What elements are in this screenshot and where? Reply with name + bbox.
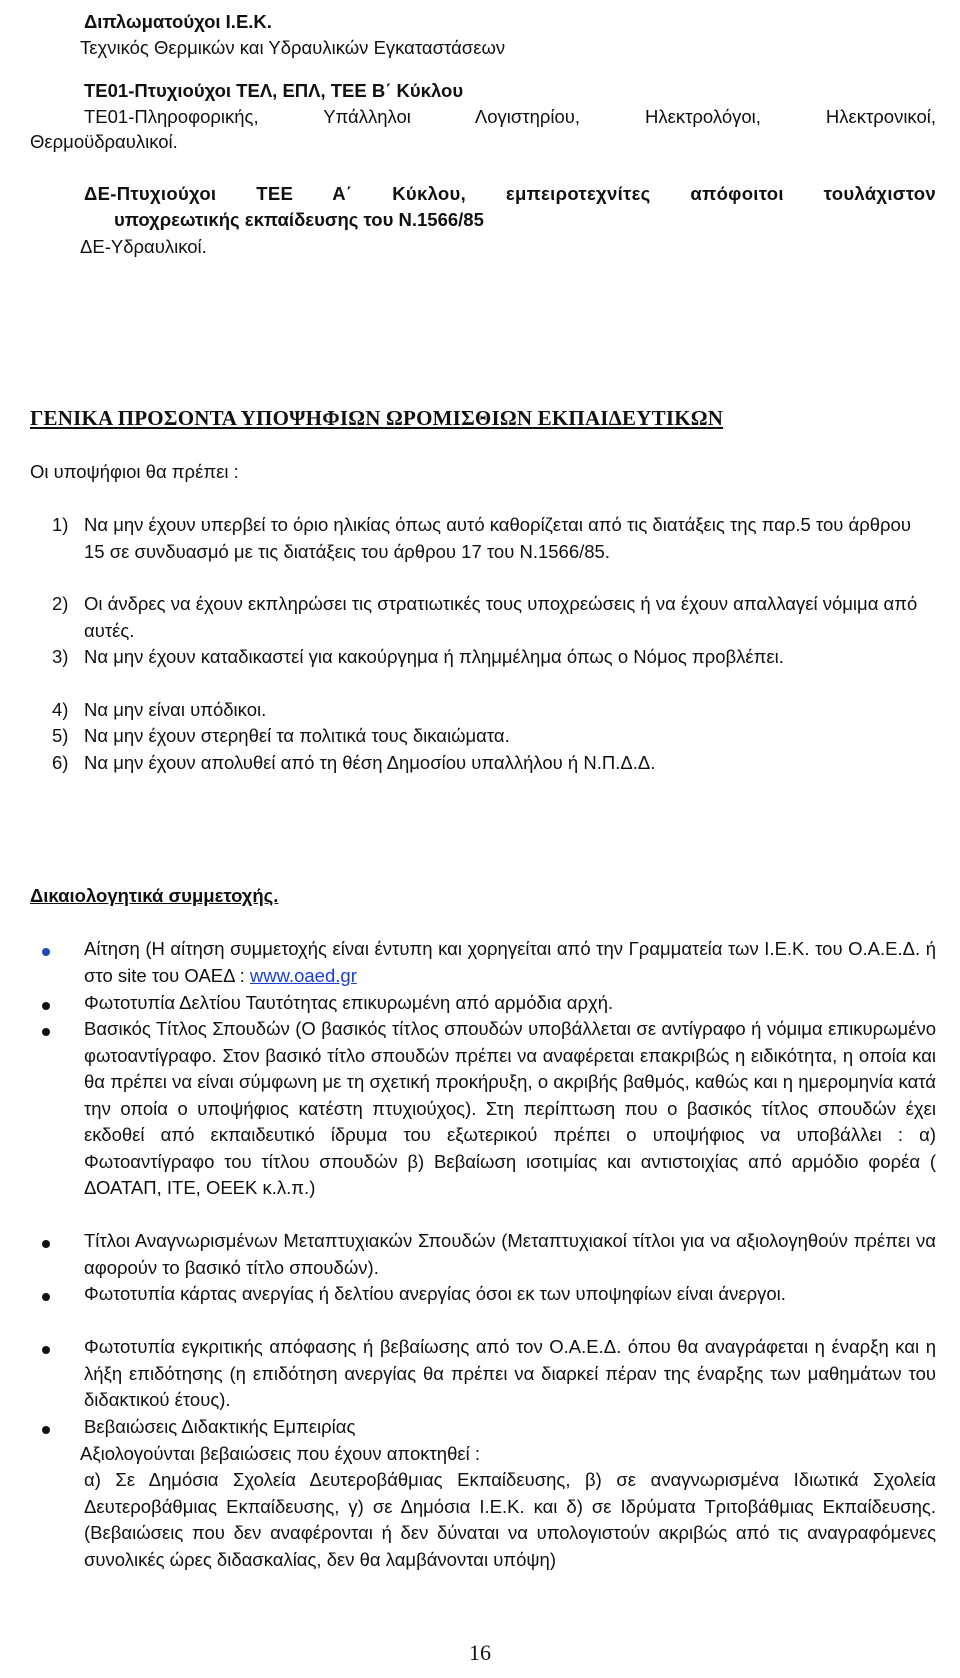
de-heading-line-2: υποχρεωτικής εκπαίδευσης του Ν.1566/85 <box>114 209 484 230</box>
documents-heading: Δικαιολογητικά συμμετοχής. <box>30 885 279 906</box>
bullet-icon <box>42 1002 50 1010</box>
specialty-subtitle: Τεχνικός Θερμικών και Υδραυλικών Εγκαταστάσεων <box>80 37 506 58</box>
doc-degree: Βασικός Τίτλος Σπουδών (Ο βασικός τίτλος σπουδών υποβάλλεται σε αντίγραφο ή νόμιμα επικυρωμένο φωτοαντίγραφο. Στον βασικό τίτλο σπουδών πρέπει να αναφέρεται επακριβώς η ειδικότητα, η οποία και θα πρέπει να είναι σύμφωνη με τη σχετική προκήρυξη, ο ακριβής βαθμός, καθώς και η ημερομηνία κατά την οποία ο υποψήφιος κατέστη πτυχιούχος). Στη περίπτωση που ο βασικός τίτλος σπουδών έχει εκδοθεί από εκπαιδευτικό ίδρυμα του εξωτερικού πρέπει ο υποψήφιος να υποβάλλει : α) Φωτοαντίγραφο του τίτλου σπουδών β) Βεβαίωση ισοτιμίας και αντιστοιχίας από αρμόδιο φορέα ( ΔΟΑΤΑΠ, ΙΤΕ, ΟΕΕΚ κ.λ.π.) <box>84 1018 936 1198</box>
bullet-icon <box>42 1028 50 1036</box>
te01-line-1: ΤΕ01-Πληροφορικής, Υπάλληλοι Λογιστηρίου, Ηλεκτρολόγοι, Ηλεκτρονικοί, <box>84 106 936 127</box>
general-qualifications-heading: ΓΕΝΙΚΑ ΠΡΟΣΟΝΤΑ ΥΠΟΨΗΦΙΩΝ ΩΡΟΜΙΣΘΙΩΝ ΕΚΠΑΙΔΕΥΤΙΚΩΝ <box>30 406 724 430</box>
page-number: 16 <box>469 1640 491 1665</box>
item-number: 5) <box>52 725 69 746</box>
doc-application <box>84 936 936 989</box>
te01-line-2: Θερμοϋδραυλικοί. <box>30 131 178 152</box>
de-heading-line-1: ΔΕ-Πτυχιούχοι ΤΕΕ Α΄ Κύκλου, εμπειροτεχνίτες απόφοιτοι τουλάχιστον <box>84 183 936 204</box>
general-intro: Οι υποψήφιοι θα πρέπει : <box>30 461 239 482</box>
bullet-icon <box>42 1240 50 1248</box>
doc-id-card: Φωτοτυπία Δελτίου Ταυτότητας επικυρωμένη από αρμόδια αρχή. <box>84 992 614 1013</box>
item-text: Οι άνδρες να έχουν εκπληρώσει τις στρατιωτικές τους υποχρεώσεις ή να έχουν απαλλαγεί νόμιμα από αυτές. <box>84 593 918 641</box>
oaed-website-link[interactable]: www.oaed.gr <box>249 964 357 986</box>
bullet-icon <box>42 1426 50 1434</box>
doc-oaed-decision: Φωτοτυπία εγκριτικής απόφασης ή βεβαίωσης από τον Ο.Α.Ε.Δ. όπου θα αναγράφεται η έναρξη και η λήξη επιδότησης (η επιδότηση ανεργίας θα πρέπει να διαρκεί πέραν της έναρξης των μαθημάτων του διδακτικού έτους). <box>84 1336 936 1410</box>
bullet-icon <box>42 1346 50 1354</box>
doc-teaching-experience-body: α) Σε Δημόσια Σχολεία Δευτεροβάθμιας Εκπαίδευσης, β) σε αναγνωρισμένα Ιδιωτικά Σχολεία Δευτεροβάθμιας Εκπαίδευσης, γ) σε Δημόσια Ι.Ε.Κ. και δ) σε Ιδρύματα Τριτοβάθμιας Εκπαίδευσης. (Βεβαιώσεις που δεν αναφέρονται ή δεν δύναται να υπολογιστούν ακριβώς από τις αναγραφόμενες συνολικές ώρες διδασκαλίας, δεν θα λαμβάνονται υπόψη) <box>84 1469 936 1570</box>
item-text: Να μην έχουν υπερβεί το όριο ηλικίας όπως αυτό καθορίζεται από τις διατάξεις της παρ.5 του άρθρου 15 σε συνδυασμό με τις διατάξεις του άρθρου 17 του Ν.1566/85. <box>84 514 911 562</box>
item-text: Να μην έχουν καταδικαστεί για κακούργημα ή πλημμέλημα όπως ο Νόμος προβλέπει. <box>84 646 784 667</box>
de-line: ΔΕ-Υδραυλικοί. <box>80 236 207 257</box>
doc-postgraduate: Τίτλοι Αναγνωρισμένων Μεταπτυχιακών Σπουδών (Μεταπτυχιακοί τίτλοι για να αξιολογηθούν πρέπει να αφορούν το βασικό τίτλο σπουδών). <box>84 1230 936 1278</box>
doc-teaching-experience-title: Βεβαιώσεις Διδακτικής Εμπειρίας <box>84 1416 356 1437</box>
item-number: 3) <box>52 646 69 667</box>
iek-graduates-title: Διπλωματούχοι Ι.Ε.Κ. <box>84 11 272 32</box>
doc-application-text: Αίτηση (Η αίτηση συμμετοχής είναι έντυπη και χορηγείται από την Γραμματεία των Ι.Ε.Κ. του Ο.Α.Ε.Δ. ή στο site του ΟΑΕΔ : <box>84 938 936 986</box>
bullet-icon <box>42 1293 50 1301</box>
item-number: 6) <box>52 752 69 773</box>
item-text: Να μην είναι υπόδικοι. <box>84 699 267 720</box>
doc-teaching-experience <box>80 1414 936 1573</box>
item-number: 4) <box>52 699 69 720</box>
doc-unemployment-card: Φωτοτυπία κάρτας ανεργίας ή δελτίου ανεργίας όσοι εκ των υποψηφίων είναι άνεργοι. <box>84 1283 786 1304</box>
item-number: 2) <box>52 593 69 614</box>
te01-heading: ΤΕ01-Πτυχιούχοι ΤΕΛ, ΕΠΛ, ΤΕΕ Β΄ Κύκλου <box>84 80 464 101</box>
doc-teaching-experience-subtitle: Αξιολογούνται βεβαιώσεις που έχουν αποκτηθεί : <box>80 1442 480 1464</box>
item-number: 1) <box>52 514 69 535</box>
item-text: Να μην έχουν απολυθεί από τη θέση Δημοσίου υπαλλήλου ή Ν.Π.Δ.Δ. <box>84 752 656 773</box>
item-text: Να μην έχουν στερηθεί τα πολιτικά τους δικαιώματα. <box>84 725 510 746</box>
bullet-icon <box>42 948 50 956</box>
